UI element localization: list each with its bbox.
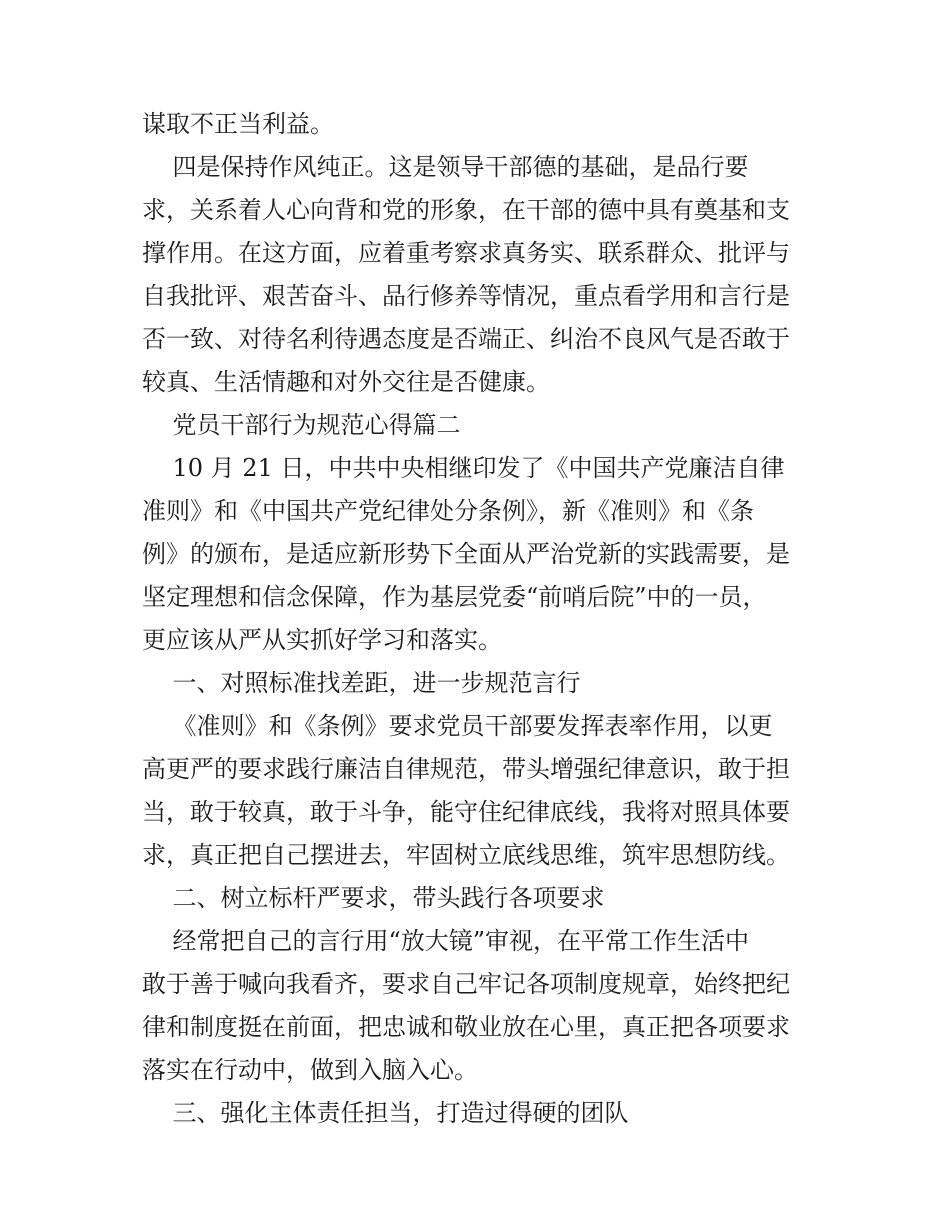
text-line: 当，敢于较真，敢于斗争，能守住纪律底线，我将对照具体要 xyxy=(142,798,790,826)
text-line: 高更严的要求践行廉洁自律规范，带头增强纪律意识，敢于担 xyxy=(142,755,790,783)
text-line: 否一致、对待名利待遇态度是否端正、纠治不良风气是否敢于 xyxy=(142,325,790,353)
text-line: 四是保持作风纯正。这是领导干部德的基础，是品行要 xyxy=(142,153,749,181)
text-line: 求，关系着人心向背和党的形象，在干部的德中具有奠基和支 xyxy=(142,196,790,224)
text-line: 较真、生活情趣和对外交往是否健康。 xyxy=(142,368,550,396)
text-line: 《准则》和《条例》要求党员干部要发挥表率作用，以更 xyxy=(142,712,773,740)
text-line: 律和制度挺在前面，把忠诚和敬业放在心里，真正把各项要求 xyxy=(142,1013,790,1041)
text-line: 敢于善于喊向我看齐，要求自己牢记各项制度规章，始终把纪 xyxy=(142,970,790,998)
text-line: 谋取不正当利益。 xyxy=(142,110,334,138)
text-line: 准则》和《中国共产党纪律处分条例》，新《准则》和《条 xyxy=(142,497,754,525)
text-line: 经常把自己的言行用“放大镜”审视，在平常工作生活中 xyxy=(142,927,750,955)
section-heading: 党员干部行为规范心得篇二 xyxy=(142,411,461,439)
text-line: 更应该从严从实抓好学习和落实。 xyxy=(142,626,502,654)
text-line: 例》的颁布，是适应新形势下全面从严治党新的实践需要，是 xyxy=(142,540,790,568)
text-line: 10 月 21 日，中共中央相继印发了《中国共产党廉洁自律 xyxy=(142,454,785,482)
text-line: 撑作用。在这方面，应着重考察求真务实、联系群众、批评与 xyxy=(142,239,790,267)
text-line: 坚定理想和信念保障，作为基层党委“前哨后院”中的一员， xyxy=(142,583,767,611)
text-line: 落实在行动中，做到入脑入心。 xyxy=(142,1056,478,1084)
subheading: 二、树立标杆严要求，带头践行各项要求 xyxy=(142,884,605,912)
text-line: 求，真正把自己摆进去，牢固树立底线思维，筑牢思想防线。 xyxy=(142,841,790,869)
document-body xyxy=(142,103,814,1135)
text-line: 自我批评、艰苦奋斗、品行修养等情况，重点看学用和言行是 xyxy=(142,282,790,310)
subheading: 三、强化主体责任担当，打造过得硬的团队 xyxy=(142,1099,629,1127)
subheading: 一、对照标准找差距，进一步规范言行 xyxy=(142,669,581,697)
